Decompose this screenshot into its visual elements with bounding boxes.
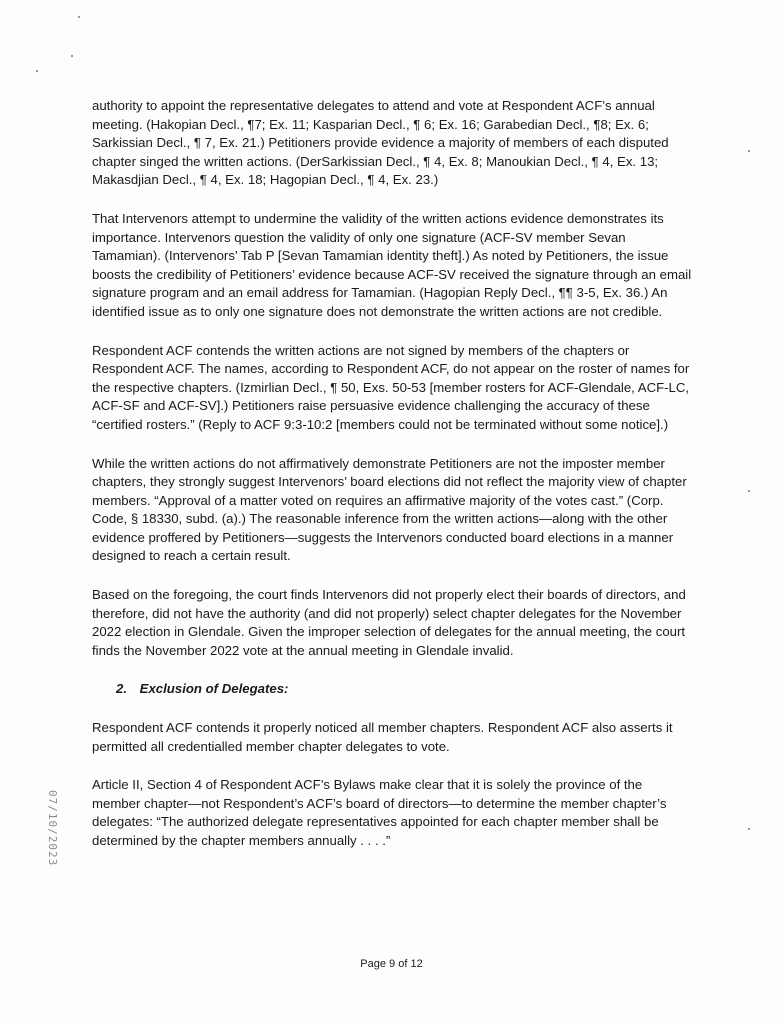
page-number: Page 9 of 12 [360,958,423,970]
scan-speck [71,55,73,57]
body-paragraph: Respondent ACF contends it properly noticed all member chapters. Respondent ACF also asserts it permitted all credentialled member chapter delegates to vote. [92,720,673,754]
scan-speck [78,16,80,18]
section-heading [116,680,692,699]
body-paragraph: Article II, Section 4 of Respondent ACF’s Bylaws make clear that it is solely the province of the member chapter—not Respondent’s ACF’s board of directors—to determine the member chapter’s delegates: “The authorized delegate representatives appointed for each chapter member shall be determined by the chapter members annually . . . .” [92,777,667,848]
section-title: Exclusion of Delegates: [139,681,289,697]
scan-speck [36,70,38,72]
body-paragraph: That Intervenors attempt to undermine the validity of the written actions evidence demonstrates its importance. Intervenors question the validity of only one signature (ACF-SV member Sevan Tamamian). (Intervenors’ Tab P [Sevan Tamamian identity theft].) As noted by Petitioners, the issue boosts the credibility of Petitioners’ evidence because ACF-SV received the signature through an email signature program and an email address for Tamamian. (Hagopian Reply Decl., ¶¶ 3-5, Ex. 36.) An identified issue as to only one signature does not demonstrate the written actions are not credible. [92,210,692,319]
date-stamp: 07/10/2023 [46,790,59,867]
body-paragraph: authority to appoint the representative delegates to attend and vote at Respondent ACF’s annual meeting. (Hakopian Decl., ¶7; Ex. 11; Kasparian Decl., ¶ 6; Ex. 16; Garabedian Decl., ¶8; Ex. 6; Sarkissian Decl., ¶ 7, Ex. 21.) Petitioners provide evidence a majority of members of each disputed chapter singed the written actions. (DerSarkissian Decl., ¶ 4, Ex. 8; Manoukian Decl., ¶ 4, Ex. 13; Makasdjian Decl., ¶ 4, Ex. 18; Hagopian Decl., ¶ 4, Ex. 23.) [92,98,669,188]
scan-speck [748,150,750,152]
document-body [92,97,692,871]
body-paragraph: While the written actions do not affirmatively demonstrate Petitioners are not the imposter member chapters, they strongly suggest Intervenors’ board elections did not reflect the majority view of chapter members. “Approval of a matter voted on requires an affirmative majority of the votes cast.” (Corp. Code, § 18330, subd. (a).) The reasonable inference from the written actions—along with the other evidence proffered by Petitioners—suggests the Intervenors conducted board elections in a manner designed to reach a certain result. [92,455,687,564]
scan-speck [748,828,750,830]
scan-speck [748,490,750,492]
section-number: 2. [116,681,127,697]
body-paragraph: Based on the foregoing, the court finds Intervenors did not properly elect their boards of directors, and therefore, did not have the authority (and did not properly) select chapter delegates for the November 2022 election in Glendale. Given the improper selection of delegates for the annual meeting, the court finds the November 2022 vote at the annual meeting in Glendale invalid. [92,587,686,658]
body-paragraph: Respondent ACF contends the written actions are not signed by members of the chapters or Respondent ACF. The names, according to Respondent ACF, do not appear on the roster of names for the respective chapters. (Izmirlian Decl., ¶ 50, Exs. 50-53 [member rosters for ACF-Glendale, ACF-LC, ACF-SF and ACF-SV].) Petitioners raise persuasive evidence challenging the accuracy of these “certified rosters.” (Reply to ACF 9:3-10:2 [members could not be terminated without some notice].) [92,342,690,432]
